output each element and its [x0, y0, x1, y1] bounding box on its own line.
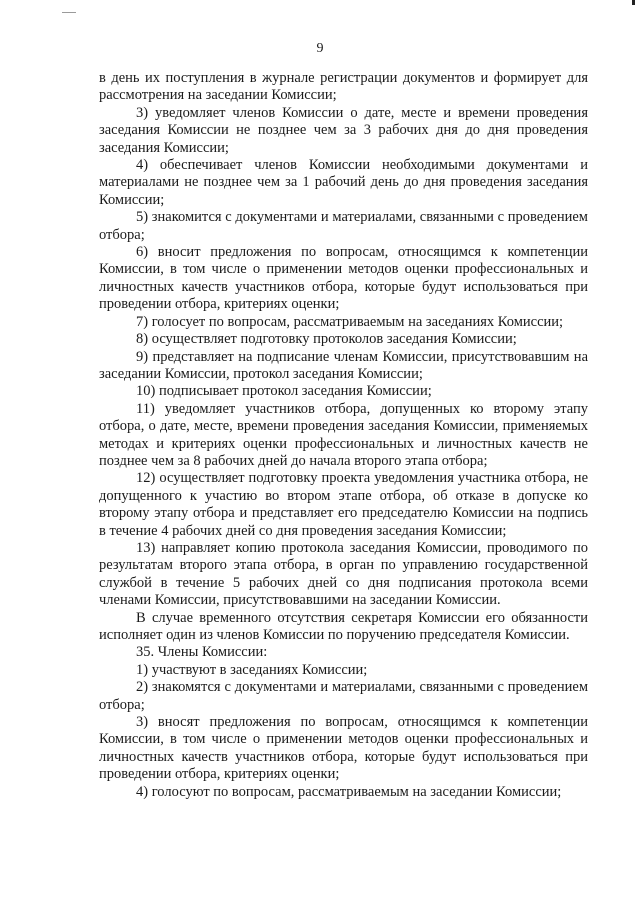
list-item-8: 8) осуществляет подготовку протоколов заседания Комиссии; — [136, 331, 517, 348]
scan-mark-top-right — [632, 0, 635, 5]
section-35-heading: 35. Члены Комиссии: — [136, 644, 268, 661]
page-number: 9 — [316, 41, 324, 56]
paragraph-secretary-absence: В случае временного отсутствия секретаря Комиссии его обязанности исполняет один из членов Комиссии по поручению председателя Комиссии. — [99, 609, 588, 643]
members-item-3: 3) вносят предложения по вопросам, относящимся к компетенции Комиссии, в том числе о применении методов оценки профессиональных и личностных качеств участников отбора, которые будут использоваться при проведении отбора, критериях оценки; — [99, 714, 588, 783]
document-body — [99, 70, 588, 801]
list-item-5: 5) знакомится с документами и материалами, связанными с проведением отбора; — [99, 209, 588, 243]
list-item-4: 4) обеспечивает членов Комиссии необходимыми документами и материалами не позднее чем за 1 рабочий день до дня проведения заседания Комиссии; — [99, 157, 588, 208]
list-item-13: 13) направляет копию протокола заседания Комиссии, проводимого по результатам второго этапа отбора, в орган по управлению государственной службой в течение 5 рабочих дней со дня подписания протокола всеми членами Комиссии, присутствовавшими на заседании Комиссии. — [99, 539, 588, 609]
list-item-3: 3) уведомляет членов Комиссии о дате, месте и времени проведения заседания Комиссии не позднее чем за 3 рабочих дня до дня проведения заседания Комиссии; — [99, 104, 588, 156]
list-item-11: 11) уведомляет участников отбора, допущенных ко второму этапу отбора, о дате, месте, времени проведения заседания Комиссии, применяемых методах и критериях оценки профессиональных и личностных качеств не позднее чем за 8 рабочих дней до начала второго этапа отбора; — [99, 400, 588, 469]
members-item-2: 2) знакомятся с документами и материалами, связанными с проведением отбора; — [99, 679, 588, 713]
list-item-7: 7) голосует по вопросам, рассматриваемым на заседаниях Комиссии; — [136, 313, 564, 330]
list-item-12: 12) осуществляет подготовку проекта уведомления участника отбора, не допущенного к участию во втором этапе отбора, об отказе в допуске ко второму этапу отбора и представляет его председателю Комиссии на подпись в течение 4 рабочих дней со дня проведения заседания Комиссии; — [99, 470, 588, 539]
members-item-4: 4) голосуют по вопросам, рассматриваемым на заседании Комиссии; — [136, 783, 562, 800]
scan-mark-top-left — [62, 12, 76, 13]
members-item-1: 1) участвуют в заседаниях Комиссии; — [136, 661, 368, 678]
list-item-9: 9) представляет на подписание членам Комиссии, присутствовавшим на заседании Комиссии, протокол заседания Комиссии; — [99, 348, 588, 382]
paragraph-continuation: в день их поступления в журнале регистрации документов и формирует для рассмотрения на заседании Комиссии; — [99, 70, 588, 104]
list-item-6: 6) вносит предложения по вопросам, относящимся к компетенции Комиссии, в том числе о применении методов оценки профессиональных и личностных качеств участников отбора, которые будут использоваться при проведении отбора, критериях оценки; — [99, 244, 588, 313]
list-item-10: 10) подписывает протокол заседания Комиссии; — [136, 383, 432, 400]
